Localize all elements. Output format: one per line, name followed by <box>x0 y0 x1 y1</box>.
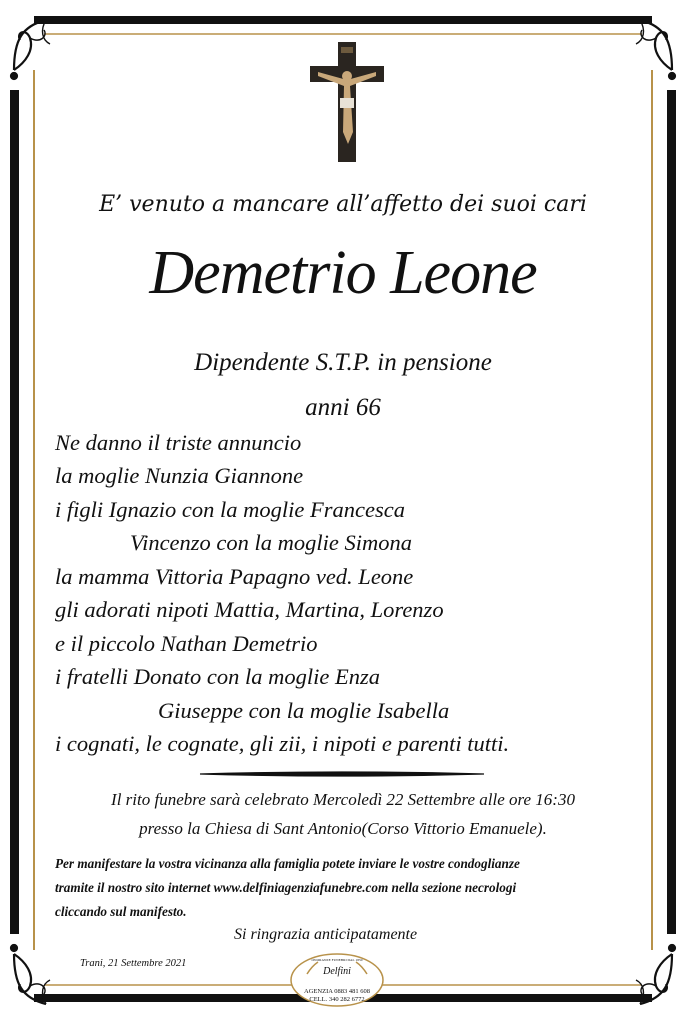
family-line: e il piccolo Nathan Demetrio <box>55 631 318 656</box>
family-line: la moglie Nunzia Giannone <box>55 463 304 488</box>
agency-phone: AGENZIA 0883 481 608 <box>304 988 370 995</box>
condolence-note-line: cliccando sul manifesto. <box>55 904 187 919</box>
family-line: i figli Ignazio con la moglie Francesca <box>55 497 405 522</box>
family-line: i fratelli Donato con la moglie Enza <box>55 664 380 689</box>
occupation-line: Dipendente S.T.P. in pensione <box>194 349 492 376</box>
condolence-note-line: tramite il nostro sito internet www.delfiniagenziafunebre.com nella sezione necrologi <box>55 880 517 895</box>
condolence-note-line: Per manifestare la vostra vicinanza alla famiglia potete inviare le vostre condoglianze <box>55 856 520 871</box>
family-line: gli adorati nipoti Mattia, Martina, Lorenzo <box>55 597 444 622</box>
deceased-name: Demetrio Leone <box>149 239 537 307</box>
funeral-time-line: Il rito funebre sarà celebrato Mercoledì 22 Settembre alle ore 16:30 <box>111 790 575 809</box>
age-line: anni 66 <box>305 394 381 421</box>
agency-logo-name: Delfini <box>323 966 351 977</box>
funeral-location-line: presso la Chiesa di Sant Antonio(Corso Vittorio Emanuele). <box>139 819 547 838</box>
agency-cell-phone: CELL. 340 282 6772 <box>309 996 365 1003</box>
intro-line: E’ venuto a mancare all’affetto dei suoi cari <box>99 192 587 217</box>
family-line: la mamma Vittoria Papagno ved. Leone <box>55 564 414 589</box>
agency-logo-top-text: ONORANZE FUNEBRI DAL 1850 <box>311 958 363 962</box>
family-line: Giuseppe con la moglie Isabella <box>158 698 450 723</box>
family-line: i cognati, le cognate, gli zii, i nipoti e parenti tutti. <box>55 731 510 756</box>
place-date: Trani, 21 Settembre 2021 <box>80 958 187 969</box>
family-line: Vincenzo con la moglie Simona <box>130 530 413 555</box>
family-line: Ne danno il triste annuncio <box>55 430 302 455</box>
thanks-line: Si ringrazia anticipatamente <box>234 926 418 943</box>
agency-logo <box>290 950 384 1010</box>
